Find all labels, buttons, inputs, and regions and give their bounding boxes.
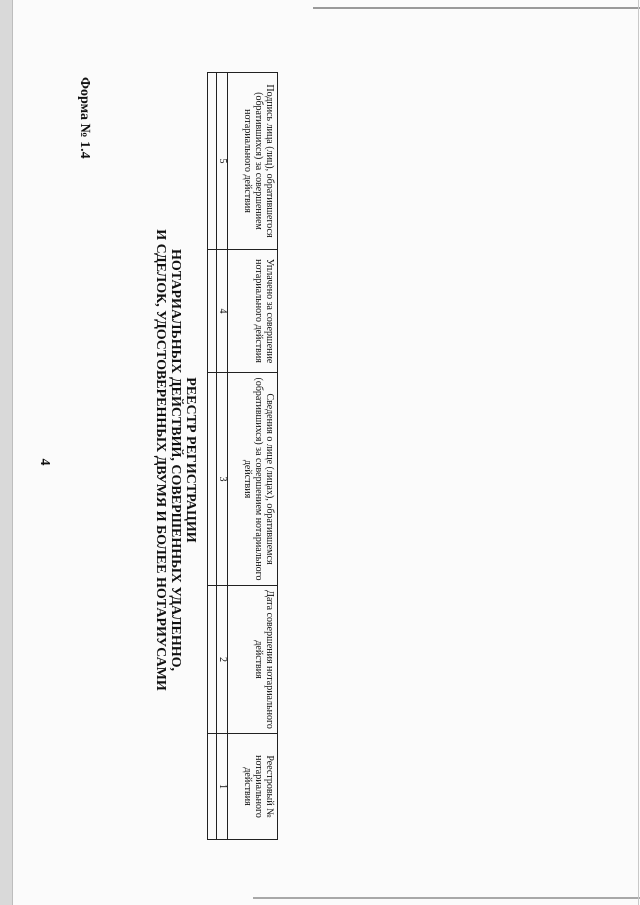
form-label: Форма № 1.4 <box>77 77 92 159</box>
column-header-registry-number: Реестровый № нотариального действия <box>227 734 277 839</box>
column-header-person-details: Сведения о лице (лицах), обратившемся (обратившихся) за совершением нотариального действия <box>227 373 277 585</box>
register-column-3 <box>208 372 277 585</box>
page-number: 4 <box>37 458 52 466</box>
register-column-4 <box>208 249 277 372</box>
column-number-1: 1 <box>216 734 227 839</box>
register-title-line-1: РЕЕСТР РЕГИСТРАЦИИ <box>183 377 198 543</box>
column-number-4: 4 <box>216 250 227 372</box>
register-column-5 <box>208 73 277 249</box>
register-title-line-2: НОТАРИАЛЬНЫХ ДЕЙСТВИЙ, СОВЕРШЕННЫХ УДАЛЕННО, <box>168 248 183 672</box>
column-number-2: 2 <box>216 586 227 733</box>
column-header-signature: Подпись лица (лиц), обратившегося (обратившихся) за совершением нотариального действия <box>227 73 277 249</box>
column-number-5: 5 <box>216 73 227 249</box>
register-columns <box>208 73 277 839</box>
blank-entry-cell <box>208 250 216 372</box>
blank-entry-cell <box>208 586 216 733</box>
blank-entry-cell <box>208 73 216 249</box>
register-table <box>207 72 278 840</box>
register-title-line-3: И СДЕЛОК, УДОСТОВЕРЕННЫХ ДВУМЯ И БОЛЕЕ НОТАРИУСАМИ <box>153 229 168 691</box>
column-header-amount-paid: Уплачено за совершение нотариального действия <box>227 250 277 372</box>
register-column-2 <box>208 585 277 733</box>
register-column-1 <box>208 733 277 839</box>
column-number-3: 3 <box>216 373 227 585</box>
blank-entry-cell <box>208 734 216 839</box>
column-header-date: Дата совершения нотариального действия <box>227 586 277 733</box>
register-title <box>153 150 198 770</box>
blank-entry-cell <box>208 373 216 585</box>
